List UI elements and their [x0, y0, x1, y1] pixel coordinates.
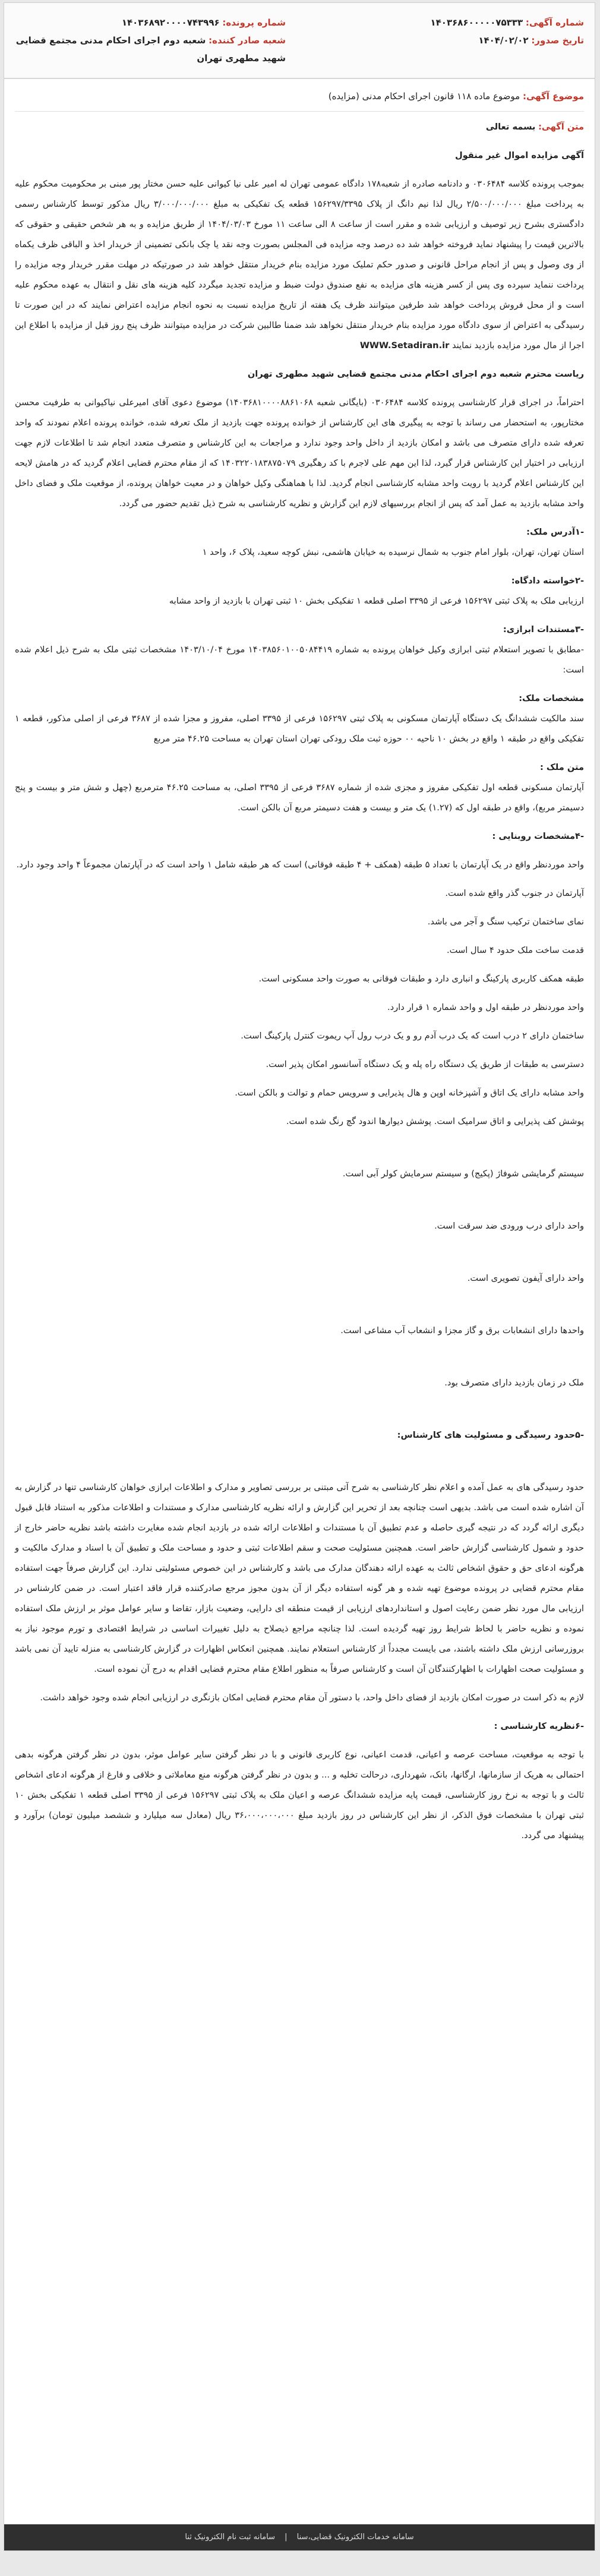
heading-theory: -۶نظریه کارشناسی : — [494, 1721, 584, 1731]
footer-link-thana[interactable]: سامانه ثبت نام الکترونیک ثنا — [185, 2533, 275, 2542]
notice-sheet — [4, 2, 595, 2551]
notice-body — [15, 117, 584, 1854]
heading-docs: -۳مستندات ابرازی: — [503, 624, 584, 634]
feature-7: ساختمان دارای ۲ درب است که یک درب آدم رو و یک درب رول آپ ریموت کنترل پارکینگ است. — [241, 1031, 584, 1041]
ad-number-label: شماره آگهی: — [525, 17, 584, 28]
notice-header — [4, 3, 595, 79]
header-left-block — [12, 14, 286, 67]
paragraph-expert-intro: احتراماً، در اجرای قرار کارشناسی پرونده کلاسه ۰۳۰۶۴۸۴ (بایگانی شعبه ۱۴۰۳۶۸۱۰۰۰۰۸۸۶۱۰۶۸) موضوع دعوی آقای امیرعلی نیاکیوانی به طرفیت محسن مختارپور، به استحضار می رساند با توجه به پیگیری های این کارشناس از خوانده پرونده جهت بازدید از ملک تعرفه شده، خوانده پرونده اعلام نمودند که واحد تعرفه شده دارای متصرف می باشد و امکان بازدید از داخل واحد وجود ندارد و مراجعات به این کارشناس و متصرف متعدد انجام شد تا اطلاعات لازم جهت ارزیابی در اختیار این کارشناس قرار گیرد، لذا این مهم علی لاجرم با کد رهگیری ۱۴۰۳۲۲۰۱۸۳۸۷۵۰۷۹ که از مقام محترم قضایی اعلام گردید که در هامش لایحه این کارشناس اعلام گردید با رویت واحد مشابه کارشناسی انجام گردید. لذا با هماهنگی وکیل خواهان و در معیت خواهان پرونده، از موقعیت ملک و فضای داخل واحد مشابه بازدید به عمل آمد که پس از انجام بررسیهای لازم این گزارش و نظریه کارشناسی به شرح ذیل تقدیم حضور می گردد. — [15, 397, 585, 509]
feature-12: واحد دارای درب ورودی ضد سرقت است. — [434, 1221, 584, 1231]
subject-text: موضوع ماده ۱۱۸ قانون اجرای احکام مدنی (مزایده) — [328, 91, 520, 102]
address-text: استان تهران، تهران، بلوار امام جنوب به شمال نرسیده به خیابان هاشمی، نبش کوچه سعید، پلاک ۶، واحد ۱ — [202, 547, 584, 557]
setadiran-link[interactable]: WWW.Setadiran.ir — [359, 340, 450, 351]
specs-text: سند مالکیت ششدانگ یک دستگاه آپارتمان مسکونی به پلاک ثبتی ۱۵۶۲۹۷ فرعی از ۳۳۹۵ اصلی، مفروز و مجزا شده از ۳۶۸۷ فرعی از اصلی مذکور، قطعه ۱ تفکیکی واقع در طبقه ۱ واقع در بخش ۱۰ ناحیه ۰۰ حوزه ثبت ملک رودکی تهران استان تهران به مساحت ۴۶.۲۵ متر مربع — [15, 714, 585, 744]
pre-text: آپارتمان مسکونی قطعه اول تفکیکی مفروز و مجزی شده از شماره ۳۶۸۷ فرعی از ۳۳۹۵ اصلی، به مساحت ۴۶.۲۵ مترمربع (چهل و شش متر و بیست و پنج دسیمتر مربع)، واقع در طبقه اول که (۱.۲۷) یک متر و بیست و هفت دسیمتر مربع آن بالکن است. — [15, 782, 584, 813]
basmala: بسمه تعالی — [485, 122, 536, 132]
feature-2: آپارتمان در جنوب گذر واقع شده است. — [445, 888, 584, 898]
feature-13: واحد دارای آیفون تصویری است. — [467, 1273, 584, 1283]
chief-address: ریاست محترم شعبه دوم اجرای احکام مدنی مجتمع قضایی شهید مطهری تهران — [247, 369, 584, 379]
feature-5: طبقه همکف کاربری پارکینگ و انباری دارد و طبقات فوقانی به صورت واحد مسکونی است. — [258, 974, 584, 984]
heading-pre: متن ملک : — [539, 762, 584, 772]
issuer-name: شعبه دوم اجرای احکام مدنی مجتمع قضایی شهید مطهری تهران — [15, 35, 286, 64]
heading-limits: -۵حدود رسیدگی و مسئولیت های کارشناس: — [397, 1430, 584, 1440]
paragraph-auction — [15, 174, 584, 356]
subject-row — [329, 91, 584, 102]
issue-date-label: تاریخ صدور: — [531, 35, 584, 46]
feature-10: پوشش کف پذیرایی و اتاق سرامیک است. پوشش دیوارها اندود گچ رنگ شده است. — [286, 1116, 584, 1126]
issuer-label: شعبه صادر کننده: — [209, 35, 286, 46]
case-number-label: شماره پرونده: — [222, 17, 286, 28]
feature-6: واحد موردنظر در طبقه اول و واحد شماره ۱ قرار دارد. — [387, 1002, 584, 1012]
footer-link-sana[interactable]: سامانه خدمات الکترونیک قضایی،سنا — [296, 2533, 414, 2542]
text-label: متن آگهی: — [538, 122, 584, 132]
notice-title: آگهی مزایده اموال غیر منقول — [454, 150, 584, 160]
heading-properties: -۴مشخصات روبنایی : — [492, 831, 584, 841]
heading-specs: مشخصات ملک: — [519, 693, 584, 703]
limits-note: لازم به ذکر است در صورت امکان بازدید از فضای داخل واحد، با دستور آن مقام محترم قضایی امکان بازنگری در ارزیابی انجام شده وجود خواهد داشت. — [40, 1693, 584, 1703]
heading-address: -۱آدرس ملک: — [526, 527, 584, 537]
header-right-block — [323, 14, 584, 49]
heading-claim: -۲خواسته دادگاه: — [511, 576, 584, 586]
subject-label: موضوع آگهی: — [522, 91, 584, 102]
feature-9: واحد مشابه دارای یک اتاق و آشپزخانه اوپن و هال پذیرایی و سرویس حمام و توالت و بالکن است. — [235, 1088, 584, 1098]
feature-3: نمای ساختمان ترکیب سنگ و آجر می باشد. — [427, 917, 584, 927]
auction-text: بموجب پرونده کلاسه ۰۳۰۶۴۸۴ و دادنامه صادره از شعبه۱۷۸ دادگاه عمومی تهران له امیر علی نیا کیوانی علیه حسن مختار پور مبنی بر محکومیت محکوم علیه به پرداخت مبلغ ۲/۵۰۰/۰۰۰/۰۰۰ ریال لذا نیم دانگ از پلاک ۱۵۶۲۹۷/۳۳۹۵ قطعه یک تفکیکی به مبلغ ۳/۰۰۰/۰۰۰/۰۰۰ ریال مذکور توسط کارشناس رسمی دادگستری بشرح زیر توصیف و ارزیابی شده و مقرر است از ساعت ۸ الی ساعت ۱۱ مورخ ۱۴۰۴/۰۳/۰۳ از طریق مزایده و به هر شخص حقیقی و حقوقی که بالاترین قیمت را پیشنهاد نماید فروخته خواهد شد ده درصد وجه مزایده فی المجلس بصورت وجه نقد یا چک بانکی تضمینی از خریدار اخذ و الباقی ظرف یکماه از وی وصول و پس از انجام مراحل قانونی و صدور حکم تملیک مورد مزایده بنام خریدار منتقل خواهد شد در صورتیکه در مهلت مقرر خریدار وجه مزایده را پرداخت ننماید سپرده وی پس از کسر هزینه های مزایده به نفع صندوق دولت ضبط و مزایده تجدید میگردد کلیه هزینه های نقل و انتقال به عهده محکوم علیه است و از محل فروش پرداخت خواهد شد طرفین میتوانند ظرف یک هفته از تاریخ مزایده نسبت به نحوه انجام مزایده اعتراض نمایند که در این صورت تا رسیدگی به اعتراض از سوی دادگاه مورد مزایده بنام خریدار منتقل نخواهد شد ضمنا طالبین شرکت در مزایده میتوانند ظرف پنج روز قبل از مزایده با اطلاع این اجرا از مال مورد مزایده بازدید نمایند — [15, 179, 585, 351]
limits-text: حدود رسیدگی های به عمل آمده و اعلام نظر کارشناسی به شرح آتی مبتنی بر بررسی تصاویر و مدارک و اطلاعات ابرازی خواهان کارشناسی تنها در گزارش به آن اشاره شده است می باشد. بدیهی است چنانچه بعد از تحریر این گزارش و ارائه نظریه کارشناسی مدارک و مستندات و اطلاعات مذکور به استناد قابل قبول دیگری ارائه گردد که در نتیجه گیری حاصله و عدم تطبیق آن با مستندات و اطلاعات ارائه شده در بازدید انجام شده مغایرت داشته باشد نظریه حاضر خارج از حدود و شمول کارشناسی گزارش حاضر است. همچنین مسئولیت صحت و سقم اطلاعات ثبتی و حدود و مساحت ملک و تطبیق آن با اسناد و مدارک مالکیت و هرگونه ادعای حق و حقوق اشخاص ثالث به عهده ارائه دهندگان مدارک می باشد و کارشناس در این خصوص مسئولیتی ندارد. این گزارش صرفاً جهت استفاده مقام محترم قضایی در پرونده موضوع تهیه شده و هر گونه استفاده دیگر از آن بدون مجوز مرجع صادرکننده قرار فاقد اعتبار است. در ضمن کارشناس در ارزیابی مال مورد نظر ضمن رعایت اصول و استانداردهای ارزیابی از قیمت منطقه ای دارایی، وضعیت بازار، تقاضا و سایر عوامل موثر بر ارزش ملک استفاده نموده و نظریه حاضر با لحاظ شرایط روز تهیه گردیده است. لذا چنانچه مراجع ذیصلاح به دلیل تغییرات اساسی در شرایط اقتصادی و تورم موجود نیاز به بروزرسانی ارزش ملک داشته باشند، می بایست مجدداً از کارشناس استعلام نمایند. همچنین انعکاس اظهارات در گزارش کارشناسی به منزله تایید آن نمی باشد و مسئولیت صحت اظهارات با اظهارکنندگان آن است و کارشناس صرفاً به منظور اطلاع مقام محترم قضایی اقدام به درج آن نموده است. — [15, 1482, 584, 1674]
theory-text: با توجه به موقعیت، مساحت عرصه و اعیانی، قدمت اعیانی، نوع کاربری قانونی و با در نظر گرفتن سایر عوامل موثر، بدون در نظر گرفتن هرگونه بدهی احتمالی به هریک از سازمانها، ارگانها، بانک، شهرداری، درحالت تخلیه و ... و بدون در نظر گرفتن هرگونه منع معاملاتی و خلافی و فارغ از هرگونه ادعای اشخاص ثالث و با توجه به نرخ روز کارشناسی، قیمت پایه مزایده ششدانگ عرصه و اعیان ملک به پلاک ثبتی ۱۵۶۲۹۷ فرعی از ۳۳۹۵ اصلی قطعه ۱ تفکیکی بخش ۱۰ ثبتی تهران با مشخصات فوق الذکر، از نظر این کارشناس در روز بازدید مبلغ ۳۶،۰۰۰،۰۰۰،۰۰۰ ریال (معادل سه میلیارد و ششصد میلیون تومان) برآورد و پیشنهاد می گردد. — [15, 1750, 585, 1841]
feature-15: ملک در زمان بازدید دارای متصرف بود. — [444, 1378, 584, 1388]
case-number: ۱۴۰۳۶۸۹۲۰۰۰۰۷۴۳۹۹۶ — [121, 17, 220, 28]
claim-text: ارزیابی ملک به پلاک ثبتی ۱۵۶۲۹۷ فرعی از ۳۳۹۵ اصلی قطعه ۱ تفکیکی بخش ۱۰ ثبتی تهران با بازدید از واحد مشابه — [169, 596, 584, 606]
site-footer — [4, 2524, 595, 2550]
feature-4: قدمت ساخت ملک حدود ۴ سال است. — [447, 945, 584, 955]
header-divider — [15, 111, 584, 112]
feature-11: سیستم گرمایشی شوفاژ (پکیج) و سیستم سرمایش کولر آبی است. — [342, 1169, 584, 1179]
feature-8: دسترسی به طبقات از طریق یک دستگاه راه پله و یک دستگاه آسانسور امکان پذیر است. — [266, 1059, 584, 1069]
docs-text: -مطابق با تصویر استعلام ثبتی ابرازی وکیل خواهان پرونده به شماره ۱۴۰۳۸۵۶۰۱۰۰۵۰۸۴۴۱۹ مورخ ۱۴۰۳/۱۰/۰۴ مشخصات ثبتی ملک به شرح ذیل اعلام شده است: — [15, 645, 584, 675]
feature-1: واحد موردنظر واقع در یک آپارتمان با تعداد ۵ طبقه (همکف + ۴ طبقه فوقانی) است که هر طبقه شامل ۱ واحد است که در آپارتمان مجموعاً ۴ واحد وجود دارد. — [16, 860, 584, 870]
ad-number: ۱۴۰۳۶۸۶۰۰۰۰۰۷۵۳۳۳ — [430, 17, 523, 28]
feature-14: واحدها دارای انشعابات برق و گاز مجزا و انشعاب آب مشاعی است. — [340, 1325, 584, 1336]
issue-date: ۱۴۰۴/۰۲/۰۲ — [478, 35, 529, 46]
footer-divider: | — [285, 2533, 288, 2542]
